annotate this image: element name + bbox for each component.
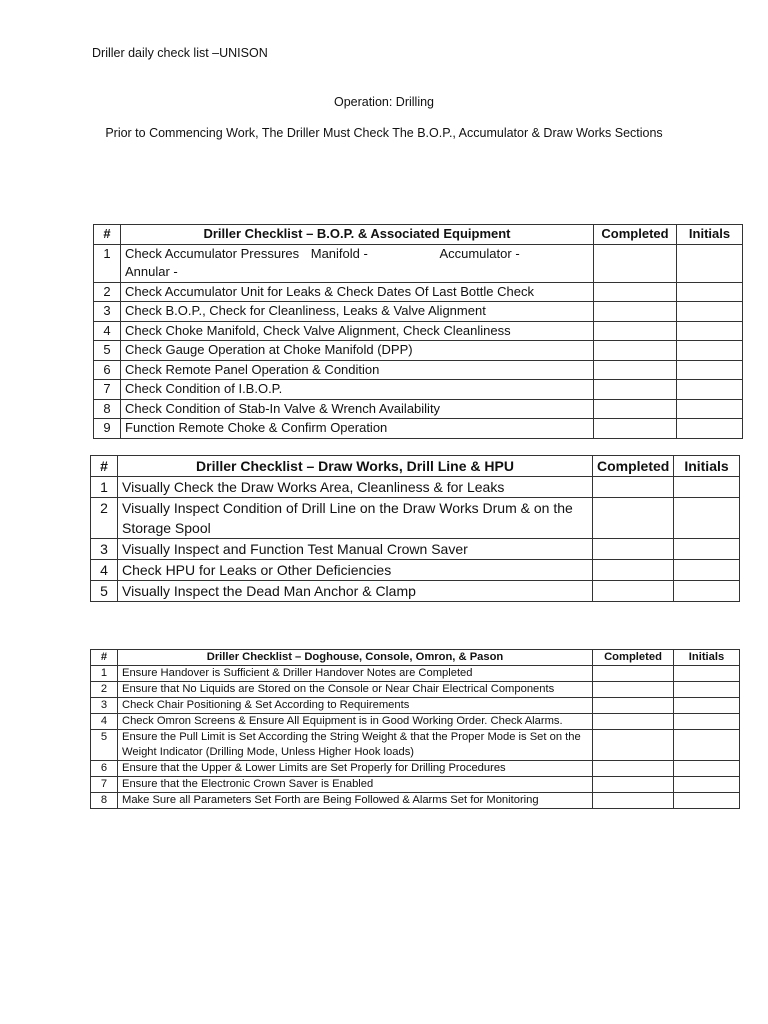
row-item-text: Make Sure all Parameters Set Forth are Being Followed & Alarms Set for Monitoring xyxy=(118,793,593,809)
col-header-completed: Completed xyxy=(594,225,677,245)
table-header-row xyxy=(94,225,743,245)
table-header-row xyxy=(91,650,740,666)
initials-cell[interactable] xyxy=(677,380,743,400)
row-item-text: Ensure Handover is Sufficient & Driller Handover Notes are Completed xyxy=(118,666,593,682)
row-number: 1 xyxy=(91,666,118,682)
initials-cell[interactable] xyxy=(674,698,740,714)
row-number: 4 xyxy=(91,714,118,730)
initials-cell[interactable] xyxy=(674,682,740,698)
completed-cell[interactable] xyxy=(593,666,674,682)
row-number: 5 xyxy=(91,730,118,761)
row-number: 7 xyxy=(91,777,118,793)
initials-cell[interactable] xyxy=(677,341,743,361)
table-row xyxy=(91,477,740,498)
initials-cell[interactable] xyxy=(677,244,743,282)
table-row xyxy=(91,539,740,560)
initials-cell[interactable] xyxy=(677,360,743,380)
initials-cell[interactable] xyxy=(674,539,740,560)
col-header-completed: Completed xyxy=(593,650,674,666)
doghouse-checklist-table xyxy=(90,649,740,809)
table-row xyxy=(94,399,743,419)
row-number: 2 xyxy=(94,282,121,302)
table-row xyxy=(91,666,740,682)
row-item-text: Check HPU for Leaks or Other Deficiencies xyxy=(118,560,593,581)
table-row xyxy=(94,419,743,439)
table-row xyxy=(91,682,740,698)
row-number: 3 xyxy=(91,698,118,714)
table-row xyxy=(91,498,740,539)
row-item-text: Check B.O.P., Check for Cleanliness, Leaks & Valve Alignment xyxy=(121,302,594,322)
row-number: 8 xyxy=(94,399,121,419)
row-item-text: Check Accumulator Pressures Manifold - Accumulator - Annular - xyxy=(121,244,594,282)
row-item-text: Check Condition of I.B.O.P. xyxy=(121,380,594,400)
table-row xyxy=(91,560,740,581)
table-row xyxy=(94,282,743,302)
completed-cell[interactable] xyxy=(593,730,674,761)
completed-cell[interactable] xyxy=(593,560,674,581)
row-item-text: Check Chair Positioning & Set According to Requirements xyxy=(118,698,593,714)
row-item-text: Check Remote Panel Operation & Condition xyxy=(121,360,594,380)
row-number: 7 xyxy=(94,380,121,400)
col-header-item: Driller Checklist – Draw Works, Drill Line & HPU xyxy=(118,456,593,477)
table-row xyxy=(94,360,743,380)
initials-cell[interactable] xyxy=(674,666,740,682)
row-item-text: Visually Inspect and Function Test Manual Crown Saver xyxy=(118,539,593,560)
completed-cell[interactable] xyxy=(593,539,674,560)
row-number: 5 xyxy=(94,341,121,361)
completed-cell[interactable] xyxy=(594,321,677,341)
completed-cell[interactable] xyxy=(594,341,677,361)
row-item-text: Ensure that the Upper & Lower Limits are Set Properly for Drilling Procedures xyxy=(118,761,593,777)
row-number: 6 xyxy=(94,360,121,380)
operation-label: Operation: Drilling xyxy=(333,95,435,109)
initials-cell[interactable] xyxy=(674,730,740,761)
row-number: 3 xyxy=(91,539,118,560)
row-item-text: Visually Inspect Condition of Drill Line on the Draw Works Drum & on the Storage Spool xyxy=(118,498,593,539)
completed-cell[interactable] xyxy=(594,244,677,282)
completed-cell[interactable] xyxy=(593,477,674,498)
col-header-item: Driller Checklist – Doghouse, Console, Omron, & Pason xyxy=(118,650,593,666)
row-item-text: Function Remote Choke & Confirm Operation xyxy=(121,419,594,439)
completed-cell[interactable] xyxy=(593,682,674,698)
table-row xyxy=(91,777,740,793)
row-item-text: Ensure the Pull Limit is Set According the String Weight & that the Proper Mode is Set on the Weight Indicator (Drilling Mode, Unless Higher Hook loads) xyxy=(118,730,593,761)
instruction-text: Prior to Commencing Work, The Driller Must Check The B.O.P., Accumulator & Draw Works Sections xyxy=(105,126,663,140)
draw-works-checklist-table xyxy=(90,455,740,602)
row-number: 2 xyxy=(91,682,118,698)
row-item-text: Ensure that No Liquids are Stored on the Console or Near Chair Electrical Components xyxy=(118,682,593,698)
table-row xyxy=(91,761,740,777)
row-item-text: Visually Check the Draw Works Area, Cleanliness & for Leaks xyxy=(118,477,593,498)
row-number: 5 xyxy=(91,581,118,602)
completed-cell[interactable] xyxy=(593,714,674,730)
initials-cell[interactable] xyxy=(674,498,740,539)
completed-cell[interactable] xyxy=(593,498,674,539)
table-row xyxy=(91,581,740,602)
row-item-text: Check Condition of Stab-In Valve & Wrench Availability xyxy=(121,399,594,419)
completed-cell[interactable] xyxy=(593,777,674,793)
completed-cell[interactable] xyxy=(594,360,677,380)
completed-cell[interactable] xyxy=(594,302,677,322)
completed-cell[interactable] xyxy=(594,380,677,400)
completed-cell[interactable] xyxy=(593,793,674,809)
col-header-initials: Initials xyxy=(674,650,740,666)
col-header-initials: Initials xyxy=(674,456,740,477)
row-item-text: Check Gauge Operation at Choke Manifold (DPP) xyxy=(121,341,594,361)
row-number: 3 xyxy=(94,302,121,322)
col-header-item: Driller Checklist – B.O.P. & Associated Equipment xyxy=(121,225,594,245)
col-header-number: # xyxy=(91,650,118,666)
initials-cell[interactable] xyxy=(674,793,740,809)
document-title: Driller daily check list –UNISON xyxy=(92,46,268,60)
initials-cell[interactable] xyxy=(674,714,740,730)
initials-cell[interactable] xyxy=(677,321,743,341)
initials-cell[interactable] xyxy=(674,777,740,793)
initials-cell[interactable] xyxy=(677,282,743,302)
row-number: 8 xyxy=(91,793,118,809)
table-row xyxy=(91,714,740,730)
col-header-number: # xyxy=(91,456,118,477)
row-number: 4 xyxy=(94,321,121,341)
row-number: 4 xyxy=(91,560,118,581)
row-item-text: Ensure that the Electronic Crown Saver is Enabled xyxy=(118,777,593,793)
table-row xyxy=(94,244,743,282)
initials-cell[interactable] xyxy=(677,302,743,322)
completed-cell[interactable] xyxy=(594,419,677,439)
row-number: 2 xyxy=(91,498,118,539)
completed-cell[interactable] xyxy=(594,282,677,302)
initials-cell[interactable] xyxy=(677,419,743,439)
bop-checklist-table xyxy=(93,224,743,439)
completed-cell[interactable] xyxy=(593,698,674,714)
table-row xyxy=(94,380,743,400)
initials-cell[interactable] xyxy=(677,399,743,419)
table-row xyxy=(94,302,743,322)
initials-cell[interactable] xyxy=(674,761,740,777)
row-item-text: Check Accumulator Unit for Leaks & Check Dates Of Last Bottle Check xyxy=(121,282,594,302)
col-header-completed: Completed xyxy=(593,456,674,477)
table-row xyxy=(91,730,740,761)
row-number: 1 xyxy=(91,477,118,498)
completed-cell[interactable] xyxy=(593,581,674,602)
table-row xyxy=(91,698,740,714)
table-row xyxy=(91,793,740,809)
row-number: 1 xyxy=(94,244,121,282)
completed-cell[interactable] xyxy=(594,399,677,419)
completed-cell[interactable] xyxy=(593,761,674,777)
col-header-initials: Initials xyxy=(677,225,743,245)
initials-cell[interactable] xyxy=(674,581,740,602)
table-row xyxy=(94,341,743,361)
table-header-row xyxy=(91,456,740,477)
initials-cell[interactable] xyxy=(674,477,740,498)
row-item-text: Check Omron Screens & Ensure All Equipment is in Good Working Order. Check Alarms. xyxy=(118,714,593,730)
col-header-number: # xyxy=(94,225,121,245)
row-item-text: Visually Inspect the Dead Man Anchor & Clamp xyxy=(118,581,593,602)
row-item-text: Check Choke Manifold, Check Valve Alignment, Check Cleanliness xyxy=(121,321,594,341)
initials-cell[interactable] xyxy=(674,560,740,581)
row-number: 6 xyxy=(91,761,118,777)
table-row xyxy=(94,321,743,341)
row-number: 9 xyxy=(94,419,121,439)
